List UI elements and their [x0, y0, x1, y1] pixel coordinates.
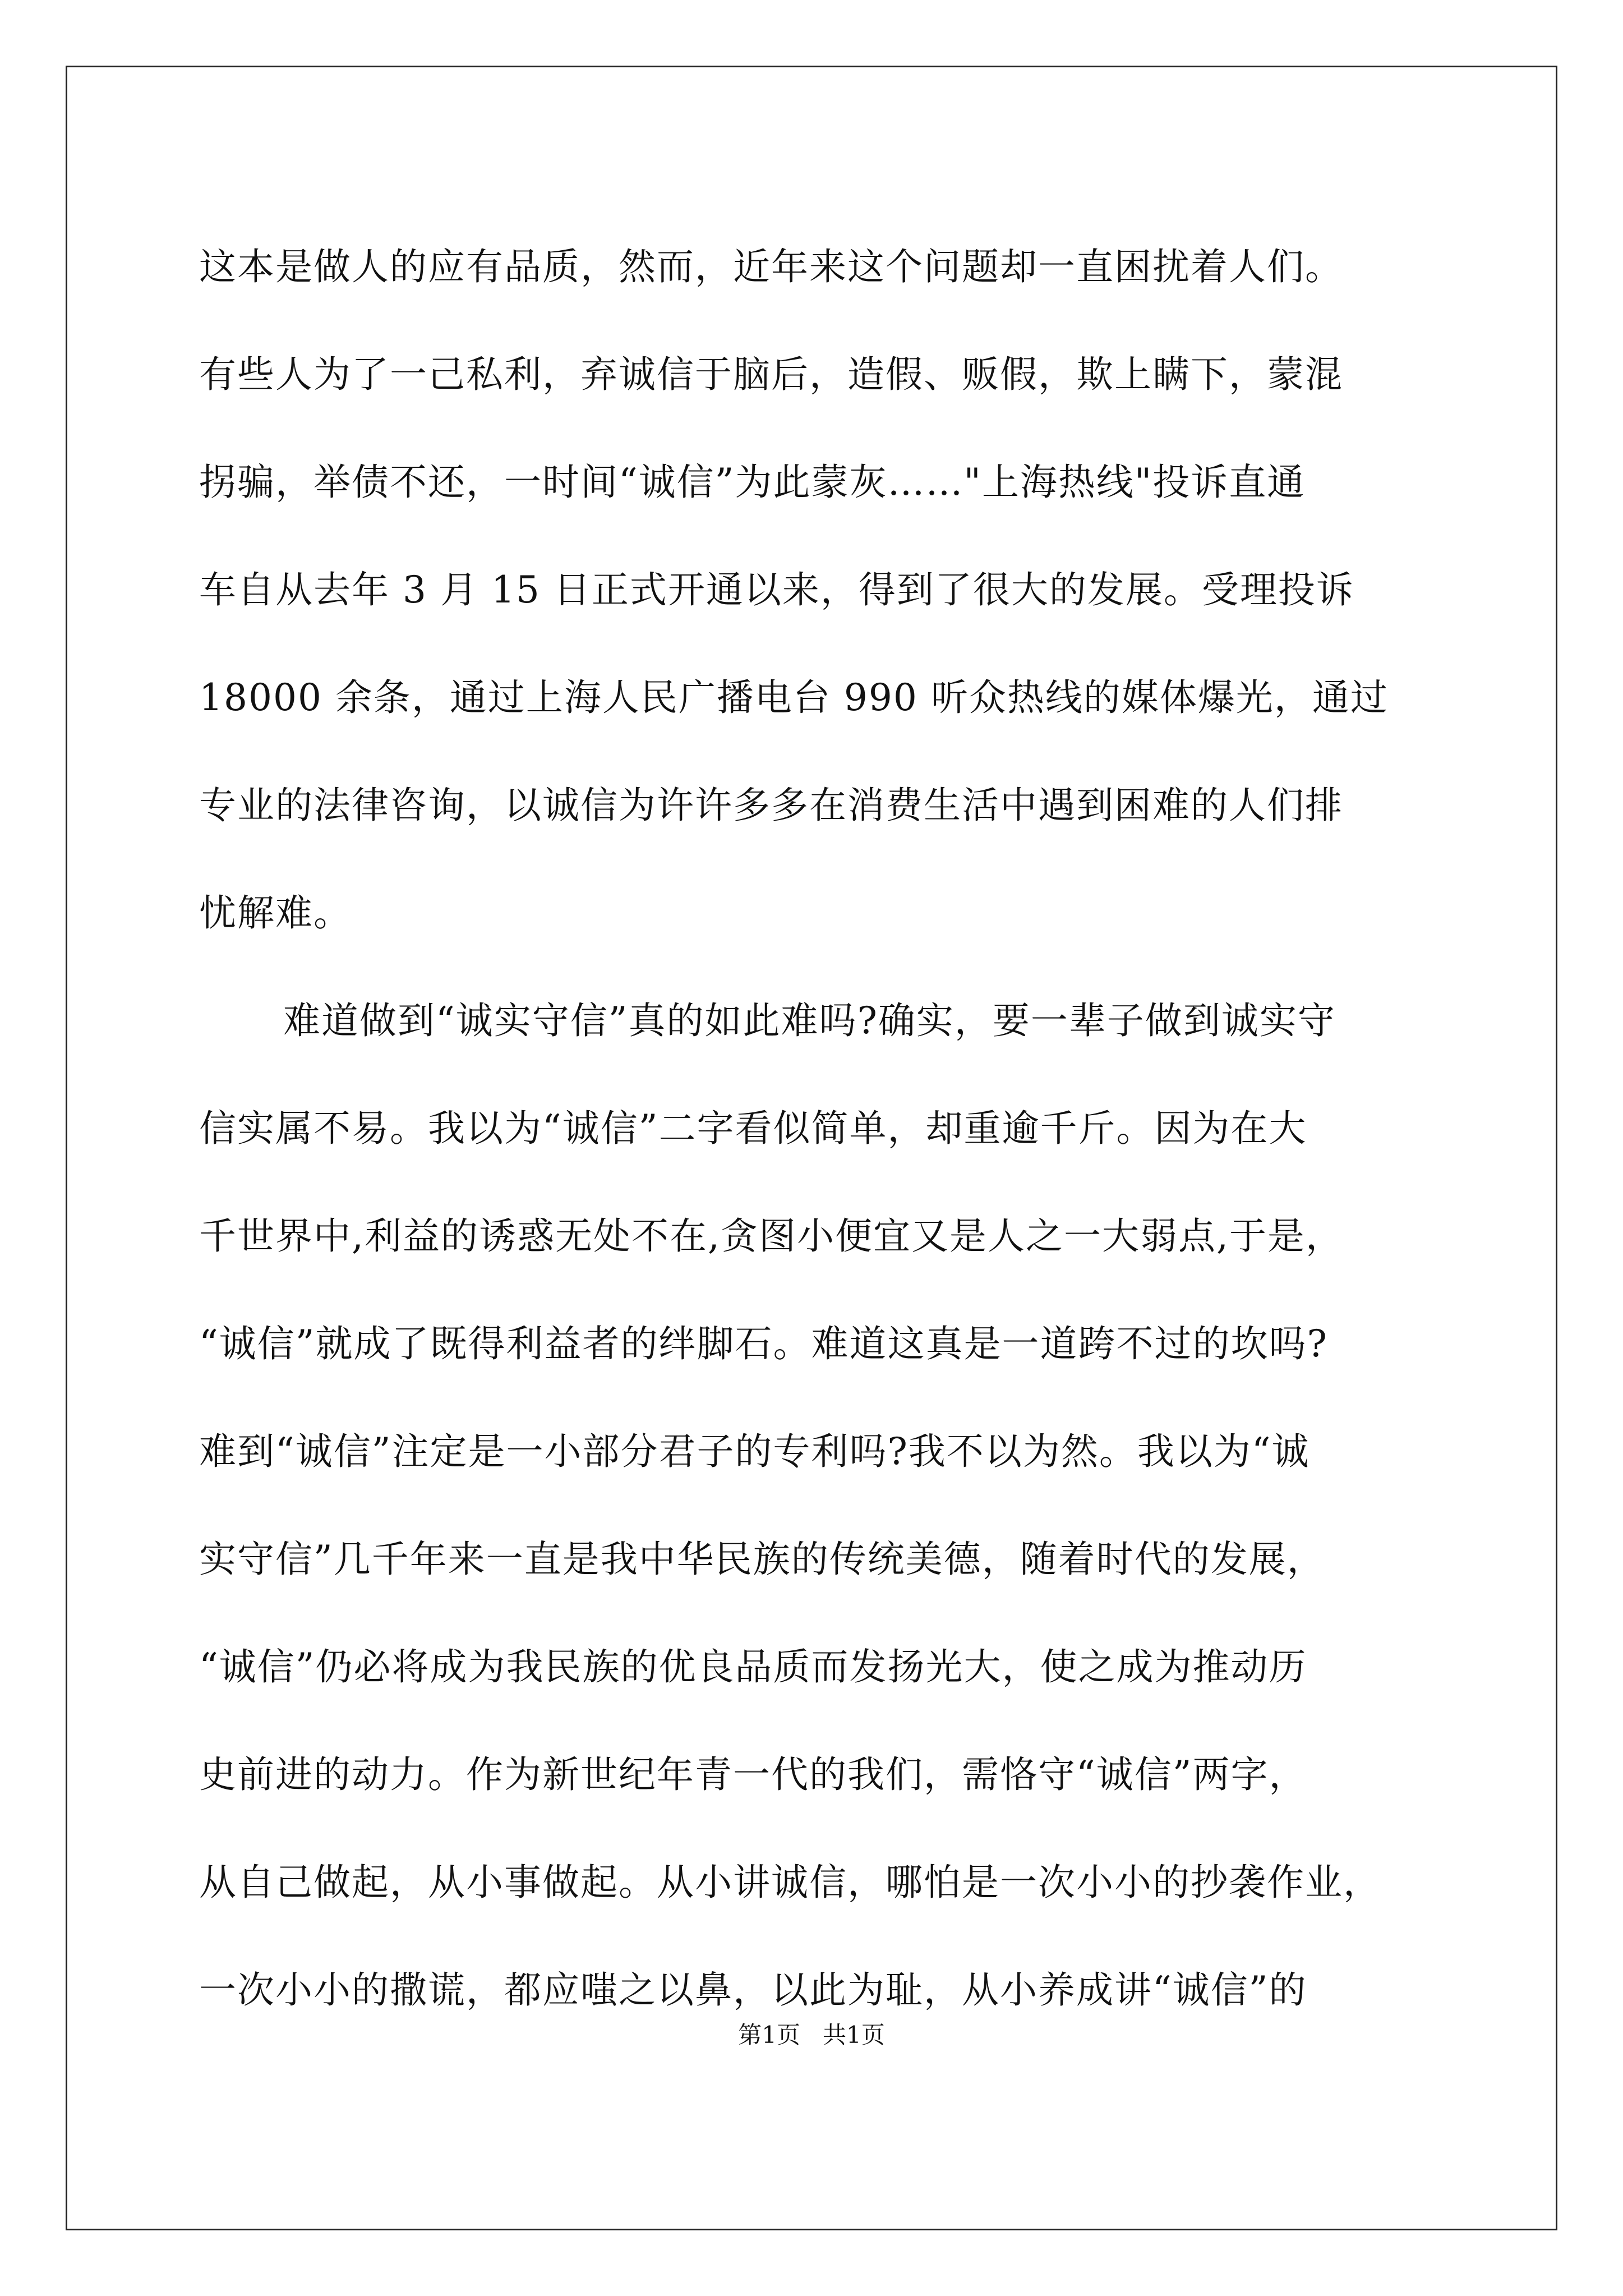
text-line: 信实属不易。我以为“诚信”二字看似简单，却重逾千斤。因为在大: [199, 1107, 1307, 1150]
text-line: 千世界中,利益的诱惑无处不在,贪图小便宜又是人之一大弱点,于是，: [199, 1214, 1344, 1258]
text-line: 专业的法律咨询，以诚信为许许多多在消费生活中遇到困难的人们排: [199, 784, 1343, 827]
text-line: “诚信”就成了既得利益者的绊脚石。难道这真是一道跨不过的坎吗?: [199, 1322, 1328, 1365]
text-line: 拐骗，举债不还，一时间“诚信”为此蒙灰……"上海热线"投诉直通: [199, 461, 1306, 504]
paragraph-first-line: 难道做到“诚实守信”真的如此难吗?确实，要一辈子做到诚实守: [283, 999, 1336, 1042]
text-line: 有些人为了一己私利，弃诚信于脑后，造假、贩假，欺上瞒下，蒙混: [199, 353, 1343, 396]
text-line: 从自己做起，从小事做起。从小讲诚信，哪怕是一次小小的抄袭作业，: [199, 1861, 1381, 1904]
text-line: 这本是做人的应有品质，然而，近年来这个问题却一直困扰着人们。: [199, 245, 1343, 288]
text-line: 一次小小的撒谎，都应嗤之以鼻，以此为耻，从小养成讲“诚信”的: [199, 1968, 1307, 2012]
text-line: 忧解难。: [199, 891, 352, 935]
text-line: 难到“诚信”注定是一小部分君子的专利吗?我不以为然。我以为“诚: [199, 1430, 1310, 1473]
text-line: “诚信”仍必将成为我民族的优良品质而发扬光大，使之成为推动历: [199, 1645, 1307, 1688]
text-line: 车自从去年 3 月 15 日正式开通以来，得到了很大的发展。受理投诉: [199, 568, 1354, 611]
text-line: 史前进的动力。作为新世纪年青一代的我们，需恪守“诚信”两字，: [199, 1753, 1307, 1796]
text-line: 实守信”几千年来一直是我中华民族的传统美德，随着时代的发展，: [199, 1538, 1325, 1581]
page-footer: 第1页 共1页: [738, 2021, 885, 2049]
document-body: [199, 213, 1433, 2044]
text-line: 18000 余条，通过上海人民广播电台 990 听众热线的媒体爆光，通过: [199, 676, 1389, 719]
